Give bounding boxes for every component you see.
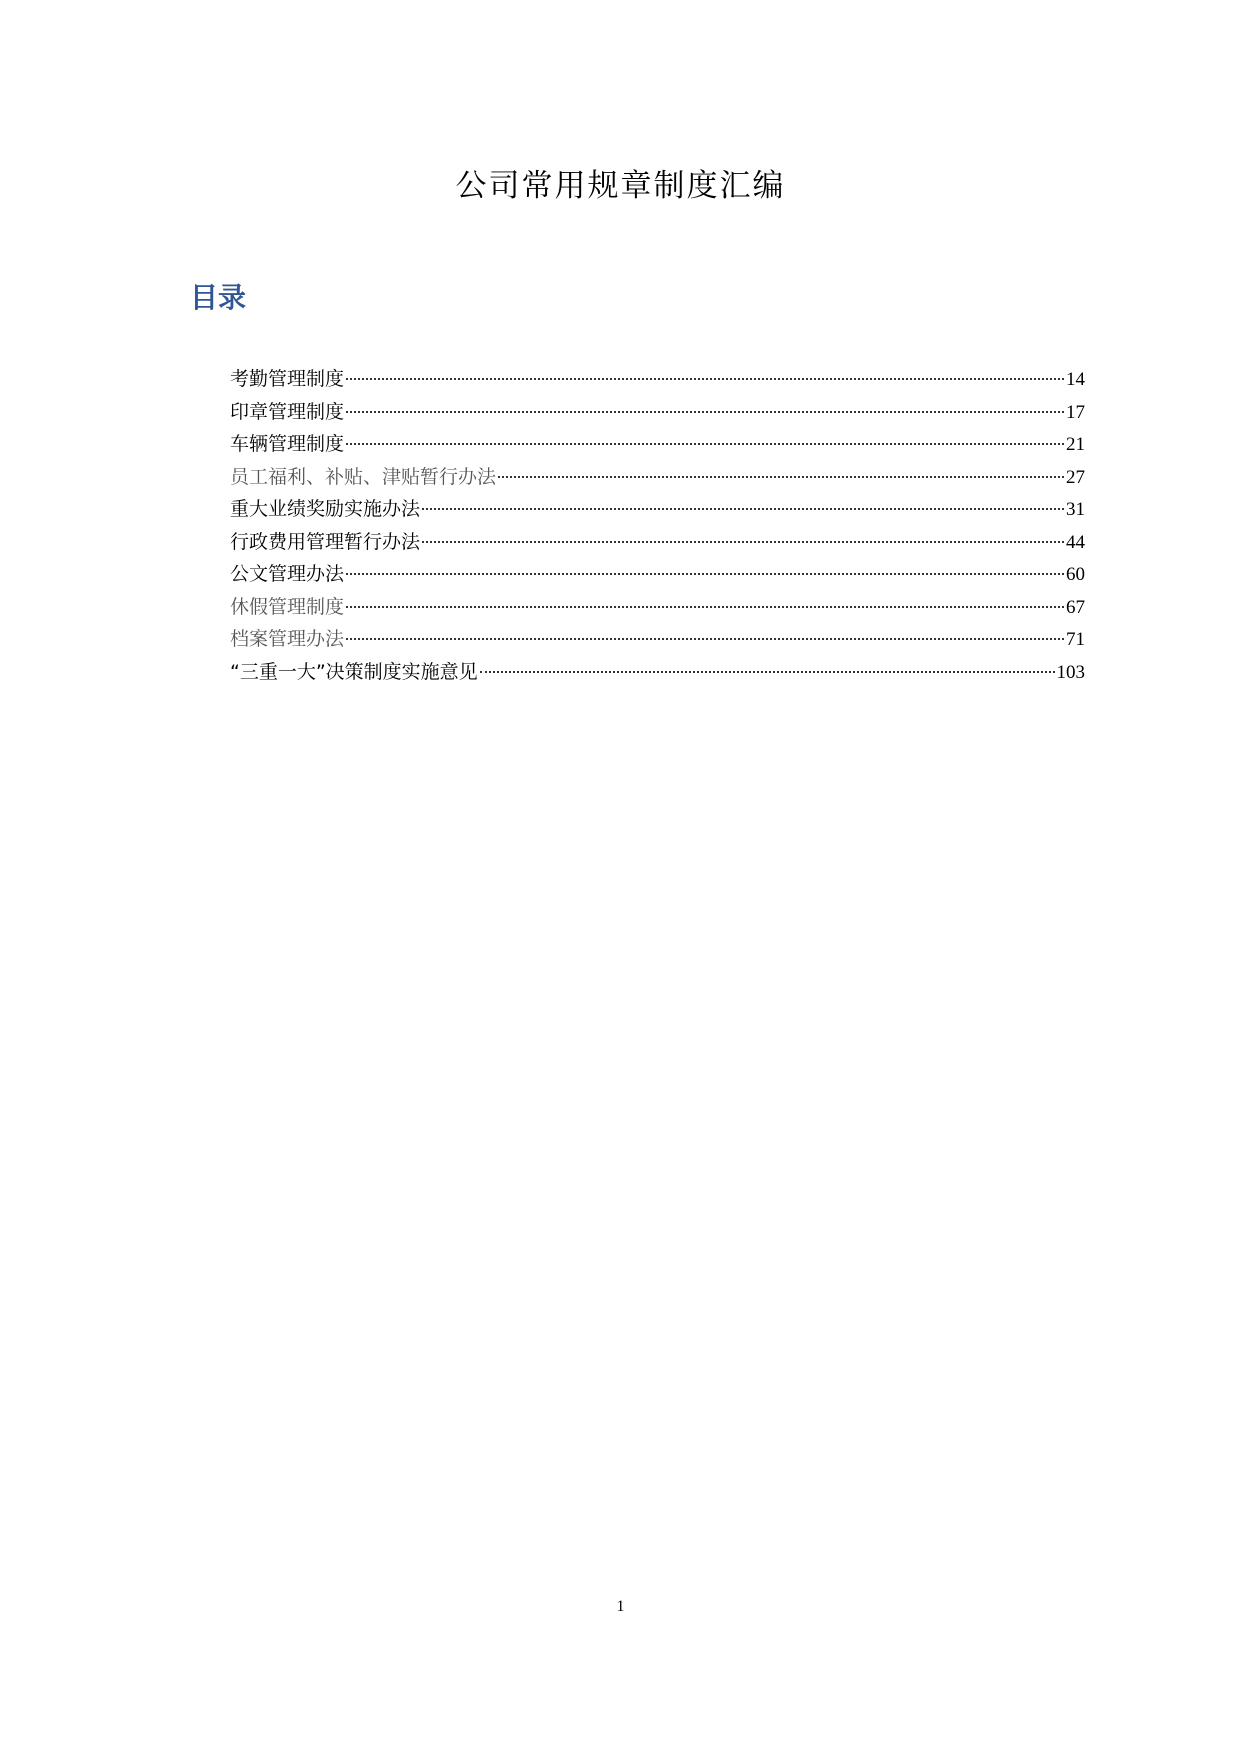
toc-entry-page: 67 [1066,596,1085,618]
toc-entry-seal[interactable] [230,396,1085,429]
toc-dot-leader [346,572,1064,575]
toc-dot-leader [498,475,1064,478]
document-title: 公司常用规章制度汇编 [455,168,786,204]
toc-entry-label: 行政费用管理暂行办法 [230,530,421,553]
toc-entry-three-major-one-large[interactable] [230,656,1085,689]
toc-entry-label: 档案管理办法 [230,628,345,650]
toc-entry-label: 印章管理制度 [230,400,345,423]
toc-entry-page: 27 [1066,466,1085,488]
toc-entry-official-documents[interactable] [230,558,1085,591]
table-of-contents [230,363,1085,688]
toc-entry-label: 车辆管理制度 [230,433,345,455]
toc-entry-performance-reward[interactable] [230,493,1085,526]
toc-dot-leader [346,410,1064,413]
toc-entry-page: 31 [1066,499,1085,520]
toc-entry-page: 60 [1066,564,1085,585]
toc-entry-welfare[interactable] [230,461,1085,494]
toc-entry-label: 考勤管理制度 [230,368,345,390]
toc-entry-label: 公文管理办法 [230,563,345,585]
toc-entry-page: 21 [1066,434,1085,455]
toc-entry-attendance[interactable] [230,363,1085,396]
toc-entry-label: “三重一大”决策制度实施意见 [230,660,478,683]
toc-dot-leader [422,540,1064,543]
toc-dot-leader [346,637,1064,640]
toc-heading: 目录 [190,281,247,314]
toc-dot-leader [346,377,1064,380]
page-number: 1 [616,1598,625,1615]
toc-entry-label: 休假管理制度 [230,595,345,618]
toc-dot-leader [346,605,1064,608]
toc-entry-page: 44 [1066,531,1085,553]
toc-dot-leader [480,670,1055,673]
toc-entry-page: 14 [1066,369,1085,390]
toc-entry-page: 17 [1066,401,1085,423]
toc-entry-label: 重大业绩奖励实施办法 [230,498,421,520]
toc-dot-leader [422,507,1064,510]
toc-entry-page: 103 [1056,661,1085,683]
toc-entry-leave[interactable] [230,591,1085,624]
toc-entry-admin-expenses[interactable] [230,526,1085,559]
toc-entry-archives[interactable] [230,623,1085,656]
toc-entry-label: 员工福利、补贴、津贴暂行办法 [230,465,497,488]
toc-dot-leader [346,442,1064,445]
toc-entry-vehicle[interactable] [230,428,1085,461]
toc-entry-page: 71 [1066,629,1085,650]
